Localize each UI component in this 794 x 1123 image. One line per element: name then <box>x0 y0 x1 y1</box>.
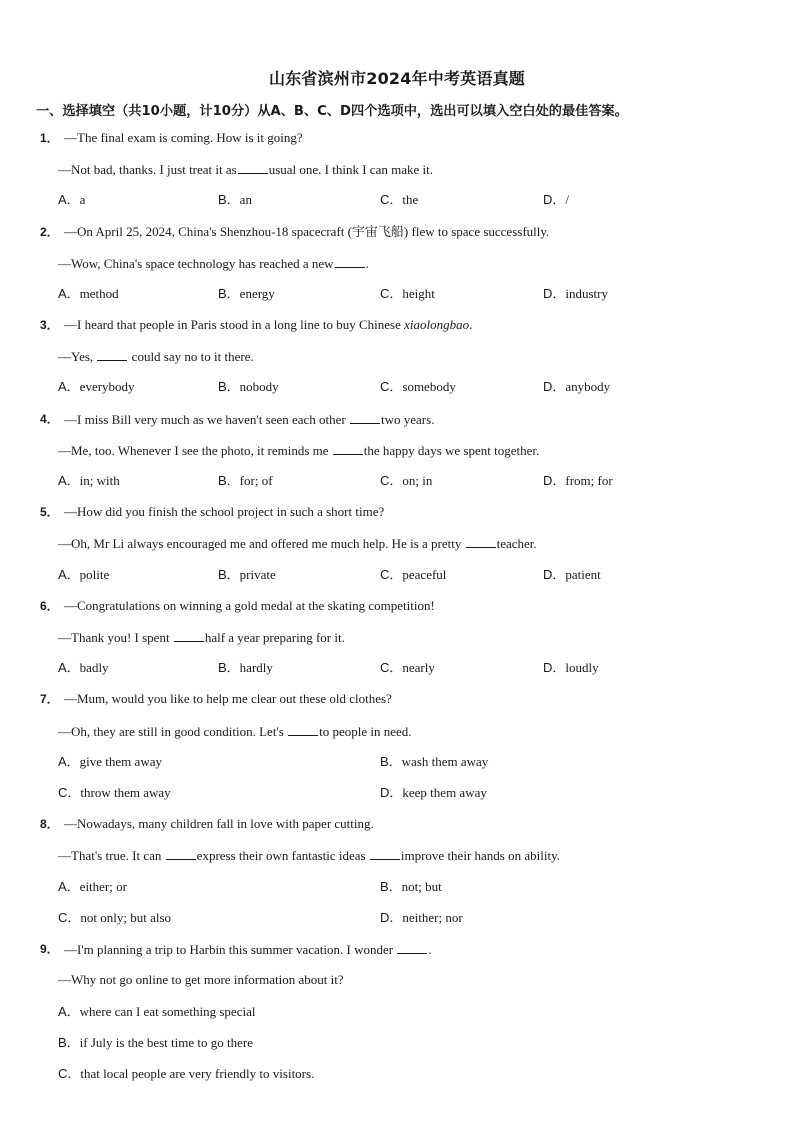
answer-blank <box>174 629 204 642</box>
question-number: 4． <box>40 412 59 426</box>
option-c: C．the <box>380 192 419 207</box>
option-d: D．anybody <box>543 379 611 394</box>
question-stem: —How did you finish the school project in such a short time? <box>64 504 385 519</box>
question-stem: —Nowadays, many children fall in love with paper cutting. <box>64 816 374 831</box>
question-response: —Wow, China's space technology has reached a new . <box>58 256 369 271</box>
option-a: A．a <box>58 192 86 207</box>
question-stem: —Congratulations on winning a gold medal at the skating competition! <box>64 598 435 613</box>
option-d: D．industry <box>543 286 609 301</box>
option-d: D．loudly <box>543 660 599 675</box>
question-response: —Thank you! I spent half a year preparing for it. <box>58 630 345 645</box>
option-c: C．on; in <box>380 473 433 488</box>
option-c: C．not only; but also <box>58 910 172 925</box>
answer-blank <box>166 847 196 860</box>
question-number: 7． <box>40 692 59 706</box>
question-stem: —The final exam is coming. How is it going? <box>64 130 303 145</box>
question-response: —Oh, Mr Li always encouraged me and offered me much help. He is a pretty teacher. <box>58 536 537 551</box>
question-number: 3． <box>40 318 59 332</box>
option-d: D．neither; nor <box>380 910 463 925</box>
option-a: A．in; with <box>58 473 120 488</box>
answer-blank <box>350 411 380 424</box>
option-a: A．method <box>58 286 119 301</box>
option-d: D．/ <box>543 192 570 207</box>
option-b: B．an <box>218 192 252 207</box>
option-b: B．nobody <box>218 379 279 394</box>
option-c: C．throw them away <box>58 785 171 800</box>
option-c: C．nearly <box>380 660 435 675</box>
question-number: 9． <box>40 942 59 956</box>
question-number: 5． <box>40 505 59 519</box>
answer-blank <box>370 847 400 860</box>
question-stem: —On April 25, 2024, China's Shenzhou-18 spacecraft (宇宙飞船) flew to space successfully. <box>64 224 550 239</box>
option-d: D．keep them away <box>380 785 487 800</box>
option-b: B．if July is the best time to go there <box>58 1035 253 1050</box>
option-a: A．polite <box>58 567 110 582</box>
option-b: B．wash them away <box>380 754 489 769</box>
option-d: D．from; for <box>543 473 613 488</box>
answer-blank <box>466 535 496 548</box>
answer-blank <box>97 348 127 361</box>
answer-blank <box>333 442 363 455</box>
option-c: C．height <box>380 286 435 301</box>
option-c: C．peaceful <box>380 567 447 582</box>
option-a: A．either; or <box>58 879 127 894</box>
option-b: B．not; but <box>380 879 442 894</box>
option-b: B．private <box>218 567 276 582</box>
question-stem: —Mum, would you like to help me clear out these old clothes? <box>64 691 392 706</box>
question-stem: —I'm planning a trip to Harbin this summer vacation. I wonder . <box>64 942 432 957</box>
question-number: 6． <box>40 599 59 613</box>
answer-blank <box>397 941 427 954</box>
answer-blank <box>238 161 268 174</box>
question-response: —Yes, could say no to it there. <box>58 349 254 364</box>
page-title: 山东省滨州市2024年中考英语真题 <box>269 69 525 88</box>
option-b: B．hardly <box>218 660 273 675</box>
option-a: A．everybody <box>58 379 135 394</box>
option-a: A．where can I eat something special <box>58 1004 256 1019</box>
question-stem: —I heard that people in Paris stood in a long line to buy Chinese xiaolongbao. <box>64 317 473 332</box>
question-response: —Not bad, thanks. I just treat it as usual one. I think I can make it. <box>58 162 433 177</box>
answer-blank <box>335 255 365 268</box>
question-number: 2． <box>40 225 59 239</box>
question-stem: —I miss Bill very much as we haven't seen each other two years. <box>64 412 435 427</box>
section-heading: 一、选择填空（共10小题，计10分）从A、B、C、D四个选项中，选出可以填入空白处的最佳答案。 <box>36 104 628 119</box>
option-b: B．energy <box>218 286 275 301</box>
answer-blank <box>288 723 318 736</box>
question-response: —Me, too. Whenever I see the photo, it reminds me the happy days we spent together. <box>58 443 540 458</box>
question-response: —Why not go online to get more information about it? <box>58 972 344 987</box>
question-number: 8． <box>40 817 59 831</box>
option-a: A．give them away <box>58 754 162 769</box>
option-c: C．that local people are very friendly to visitors. <box>58 1066 315 1081</box>
question-number: 1． <box>40 131 59 145</box>
question-response: —That's true. It can express their own fantastic ideas improve their hands on ability. <box>58 848 560 863</box>
option-a: A．badly <box>58 660 109 675</box>
option-d: D．patient <box>543 567 601 582</box>
question-response: —Oh, they are still in good condition. Let's to people in need. <box>58 724 412 739</box>
option-c: C．somebody <box>380 379 456 394</box>
option-b: B．for; of <box>218 473 273 488</box>
